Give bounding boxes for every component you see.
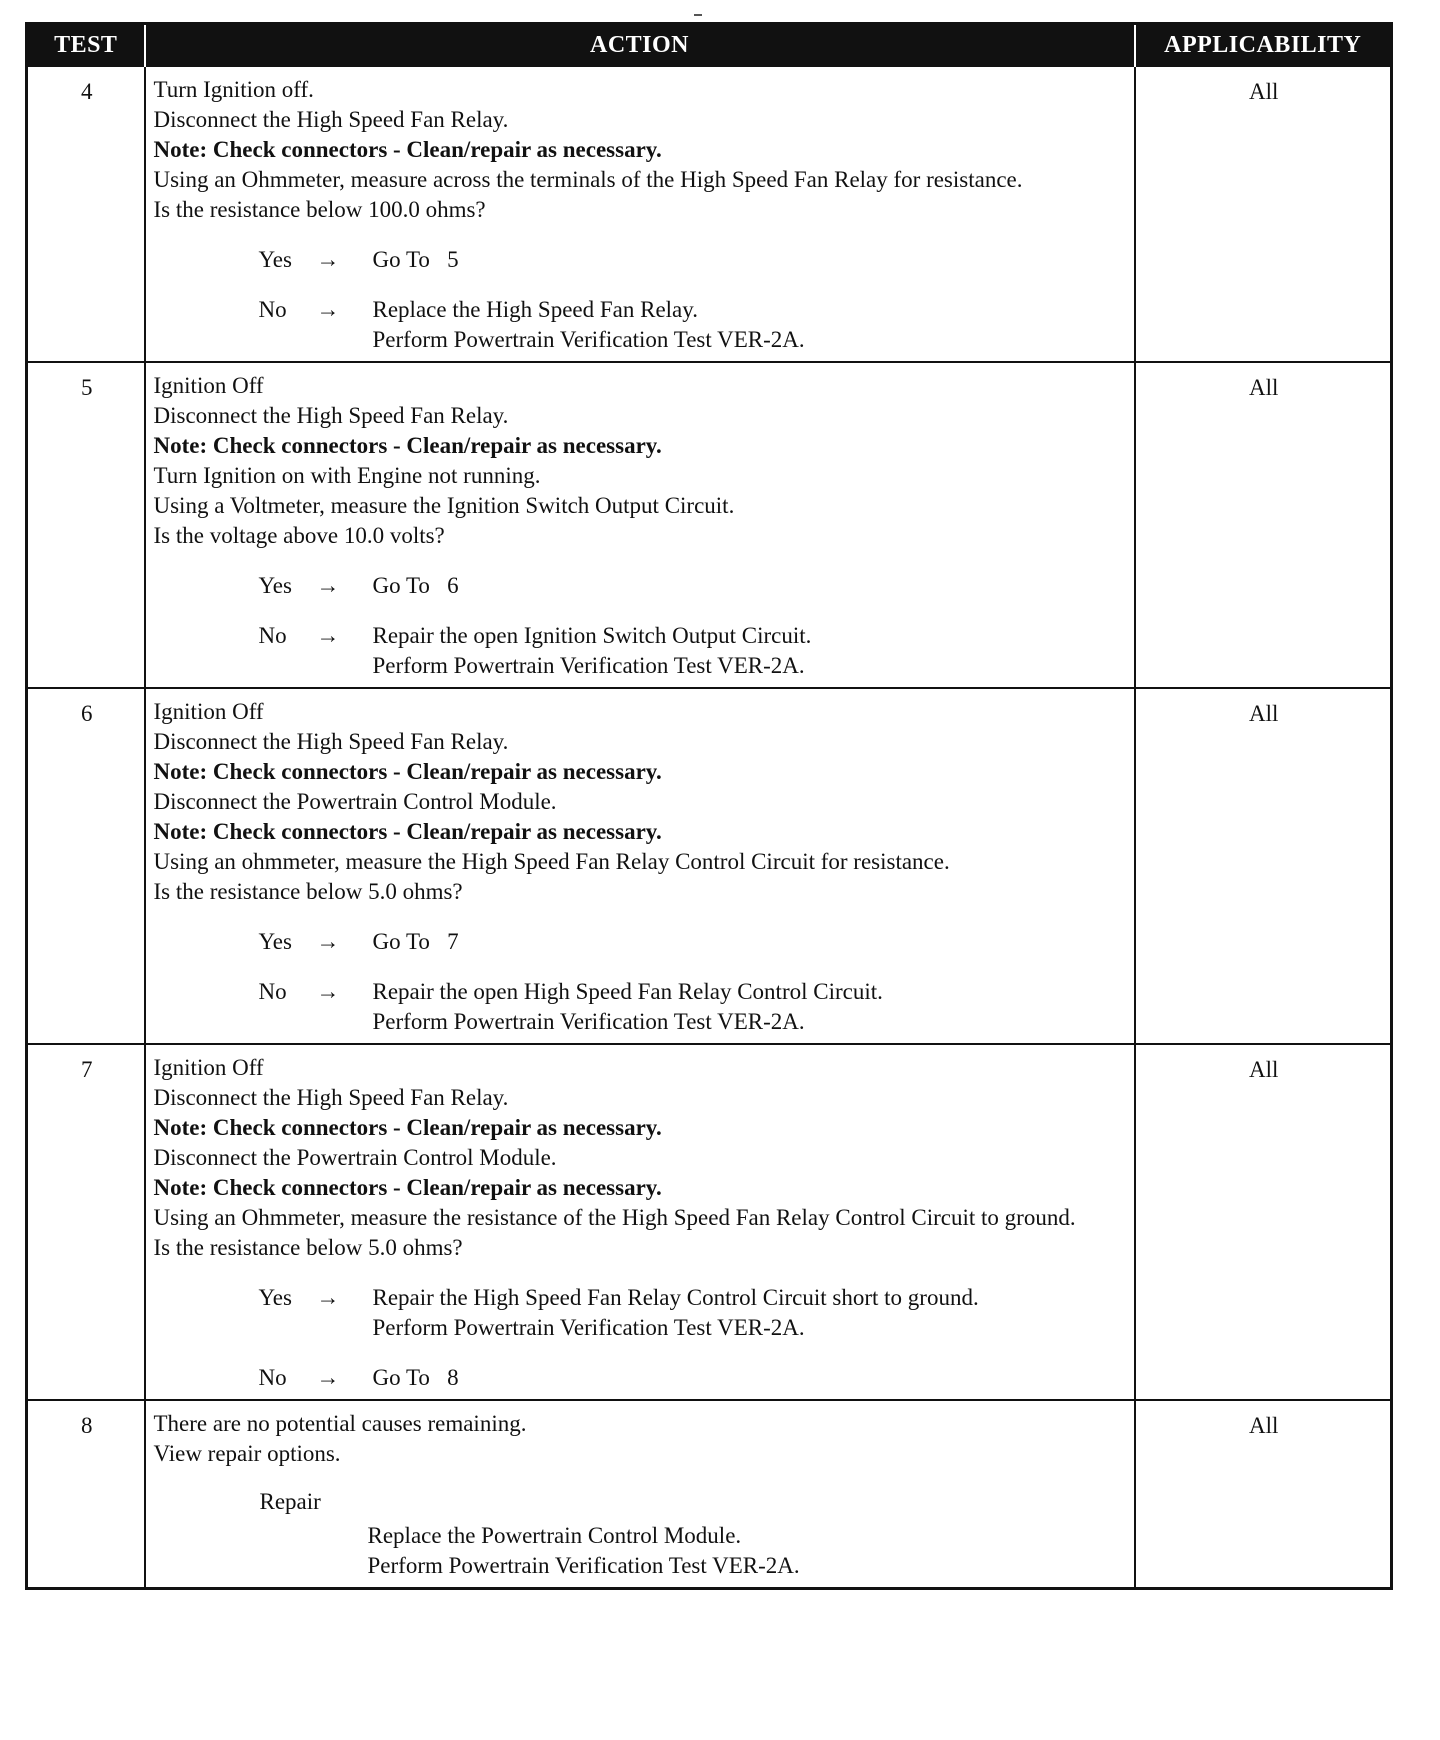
- diagnostic-table: [25, 22, 1393, 1590]
- repair-block: [260, 1487, 1128, 1581]
- table-row: [27, 66, 1392, 362]
- test-number: 7: [27, 1044, 145, 1400]
- branch-result-line: Go To 7: [372, 929, 459, 954]
- arrow-right-icon: →: [316, 929, 340, 954]
- instruction-line: Turn Ignition off.: [153, 77, 314, 102]
- instruction-line: Using an Ohmmeter, measure the resistance of the High Speed Fan Relay Control Circuit to ground.: [153, 1205, 1076, 1230]
- instruction-line: View repair options.: [153, 1441, 341, 1466]
- action-cell: [145, 1400, 1135, 1589]
- instruction-line: Disconnect the High Speed Fan Relay.: [153, 403, 509, 428]
- branch-list: [154, 571, 1128, 681]
- branch-result-line: Replace the High Speed Fan Relay.: [372, 297, 699, 322]
- instruction-line: Using an ohmmeter, measure the High Speed Fan Relay Control Circuit for resistance.: [153, 849, 950, 874]
- branch-result-line: Repair the open High Speed Fan Relay Control Circuit.: [372, 979, 883, 1004]
- instruction-line: Is the voltage above 10.0 volts?: [153, 523, 445, 548]
- branch-result-line: Repair the High Speed Fan Relay Control Circuit short to ground.: [372, 1285, 979, 1310]
- action-cell: [145, 66, 1135, 362]
- arrow-right-icon: →: [316, 247, 340, 272]
- branch-result: [373, 1283, 1128, 1343]
- note-line: Note: Check connectors - Clean/repair as necessary.: [153, 1175, 662, 1200]
- arrow-right-icon: →: [316, 573, 340, 598]
- branch-yes: [259, 927, 1128, 957]
- branch-result: [373, 1363, 1128, 1393]
- branch-result: [373, 571, 1128, 601]
- branch-label: Yes: [258, 247, 292, 272]
- instruction-line: Using an Ohmmeter, measure across the terminals of the High Speed Fan Relay for resistance.: [153, 167, 1023, 192]
- instruction-line: Ignition Off: [153, 1055, 264, 1080]
- branch-label: Yes: [258, 929, 292, 954]
- branch-result: [373, 927, 1128, 957]
- repair-step: Replace the Powertrain Control Module.: [367, 1523, 742, 1548]
- table-body: [27, 66, 1392, 1589]
- action-cell: [145, 688, 1135, 1044]
- note-line: Note: Check connectors - Clean/repair as necessary.: [153, 759, 662, 784]
- branch-list: [154, 927, 1128, 1037]
- branch-result-line: Perform Powertrain Verification Test VER-2A.: [372, 1315, 805, 1340]
- applicability-cell: All: [1135, 362, 1392, 688]
- action-cell: [145, 1044, 1135, 1400]
- branch-label: No: [258, 979, 287, 1004]
- branch-no: [259, 621, 1128, 681]
- table-header-row: [27, 24, 1392, 67]
- arrow-right-icon: →: [316, 623, 340, 648]
- branch-yes: [259, 245, 1128, 275]
- applicability-cell: All: [1135, 66, 1392, 362]
- table-row: [27, 688, 1392, 1044]
- branch-label: No: [258, 297, 287, 322]
- repair-label: Repair: [259, 1489, 321, 1514]
- arrow-right-icon: →: [316, 1365, 340, 1390]
- note-line: Note: Check connectors - Clean/repair as necessary.: [153, 433, 662, 458]
- branch-label: Yes: [258, 573, 292, 598]
- branch-result: [373, 621, 1128, 681]
- instruction-line: Disconnect the Powertrain Control Module.: [153, 789, 557, 814]
- branch-result: [373, 977, 1128, 1037]
- test-number: 5: [27, 362, 145, 688]
- branch-no: [259, 295, 1128, 355]
- branch-no: [259, 1363, 1128, 1393]
- branch-result-line: Repair the open Ignition Switch Output Circuit.: [372, 623, 812, 648]
- instruction-line: Using a Voltmeter, measure the Ignition Switch Output Circuit.: [153, 493, 735, 518]
- branch-label: No: [258, 1365, 287, 1390]
- branch-list: [154, 245, 1128, 355]
- header-action: ACTION: [145, 24, 1135, 67]
- instruction-line: Is the resistance below 5.0 ohms?: [153, 1235, 463, 1260]
- applicability-cell: All: [1135, 688, 1392, 1044]
- instruction-line: Ignition Off: [153, 373, 264, 398]
- arrow-right-icon: →: [316, 979, 340, 1004]
- note-line: Note: Check connectors - Clean/repair as necessary.: [153, 819, 662, 844]
- header-applicability: APPLICABILITY: [1135, 24, 1392, 67]
- instruction-line: Turn Ignition on with Engine not running.: [153, 463, 541, 488]
- instruction-line: Disconnect the High Speed Fan Relay.: [153, 1085, 509, 1110]
- table-row: [27, 1044, 1392, 1400]
- branch-result-line: Go To 5: [372, 247, 459, 272]
- instruction-line: Ignition Off: [153, 699, 264, 724]
- branch-label: No: [258, 623, 287, 648]
- branch-no: [259, 977, 1128, 1037]
- repair-steps: [368, 1521, 1128, 1581]
- branch-result: [373, 295, 1128, 355]
- test-number: 8: [27, 1400, 145, 1589]
- instruction-line: There are no potential causes remaining.: [153, 1411, 527, 1436]
- arrow-right-icon: →: [316, 1285, 340, 1310]
- instruction-line: Disconnect the High Speed Fan Relay.: [153, 729, 509, 754]
- table-row: [27, 1400, 1392, 1589]
- branch-result-line: Perform Powertrain Verification Test VER-2A.: [372, 1009, 805, 1034]
- note-line: Note: Check connectors - Clean/repair as necessary.: [153, 137, 662, 162]
- instruction-line: Is the resistance below 100.0 ohms?: [153, 197, 486, 222]
- arrow-right-icon: →: [316, 297, 340, 322]
- branch-result-line: Go To 6: [372, 573, 459, 598]
- applicability-cell: All: [1135, 1044, 1392, 1400]
- branch-yes: [259, 1283, 1128, 1343]
- branch-yes: [259, 571, 1128, 601]
- instruction-line: Is the resistance below 5.0 ohms?: [153, 879, 463, 904]
- test-number: 4: [27, 66, 145, 362]
- instruction-line: Disconnect the High Speed Fan Relay.: [153, 107, 509, 132]
- table-row: [27, 362, 1392, 688]
- branch-label: Yes: [258, 1285, 292, 1310]
- branch-result-line: Perform Powertrain Verification Test VER-2A.: [372, 327, 805, 352]
- branch-result-line: Go To 8: [372, 1365, 459, 1390]
- branch-result: [373, 245, 1128, 275]
- test-number: 6: [27, 688, 145, 1044]
- branch-list: [154, 1283, 1128, 1393]
- repair-step: Perform Powertrain Verification Test VER-2A.: [367, 1553, 800, 1578]
- instruction-line: Disconnect the Powertrain Control Module.: [153, 1145, 557, 1170]
- branch-result-line: Perform Powertrain Verification Test VER-2A.: [372, 653, 805, 678]
- applicability-cell: All: [1135, 1400, 1392, 1589]
- header-test: TEST: [27, 24, 145, 67]
- scan-mark: [694, 14, 702, 16]
- action-cell: [145, 362, 1135, 688]
- note-line: Note: Check connectors - Clean/repair as necessary.: [153, 1115, 662, 1140]
